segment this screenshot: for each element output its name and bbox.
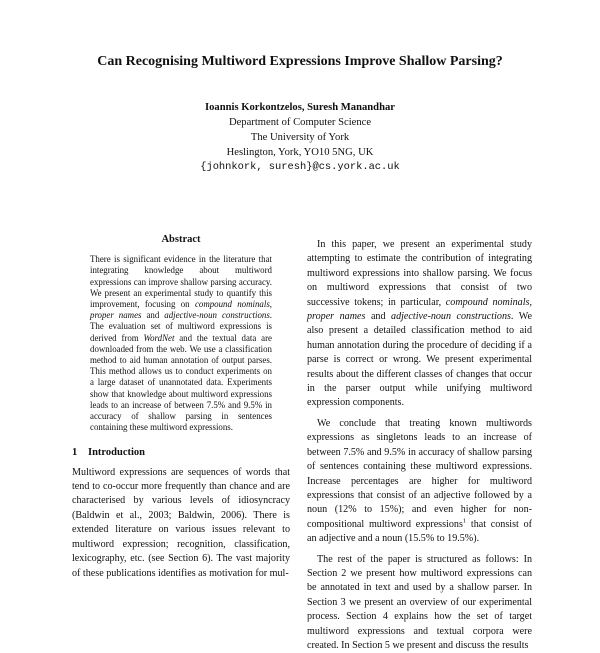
body-paragraph-2: We conclude that treating known multiwords expressions as singletons leads to an increase of between 7.5% and 9.5% in accuracy of shallow parsing of sentences containing these multiword expressions. Increase percentages are higher for multiword expressions that consist of an adjective followed by a noun (12% to 15%); and even higher for non-compositional multiword expressions$^1$ that consist of an adjective and a noun (15.5% to 19.5%).: [307, 417, 532, 545]
authors: Ioannis Korkontzelos, Suresh Manandhar: [205, 102, 395, 113]
affiliation-university: The University of York: [250, 132, 350, 143]
section-title: Introduction: [88, 447, 145, 459]
introduction-paragraph: Multiword expressions are sequences of words that tend to co-occur more frequently than chance and are characterised by various levels of idiosyncracy (Baldwin et al., 2003; Baldwin, 2006). There is extended literature on various issues relevant to multiword expression; recognition, classification, lexicography, etc. (see Section 6). The vast majority of these publications identifies as motivation for mul-: [72, 466, 290, 579]
body-paragraph-1: In this paper, we present an experimental study attempting to estimate the contribution of integrating multiword expressions into shallow parsing. We focus on multiword expressions that consist of two successive tokens; in particular, compound nominals, proper names and adjective-noun constructions. We also present a detailed classification method to aid human annotation during the procedure of deciding if a parse is correct or wrong. We present experimental results about the different classes of changes that occur in the parser output while unifying multiword expression components.: [307, 239, 532, 409]
affiliation-address: Heslington, York, YO10 5NG, UK: [226, 147, 374, 158]
body-paragraph-3: The rest of the paper is structured as follows: In Section 2 we present how multiword expressions can be annotated in text and used by a shallow parser. In Section 3 we present an overview of our experimental process. Section 4 explains how the set of target multiword expressions and textual corpora were created. In Section 5 we present and discuss the results: [307, 553, 532, 651]
section-number: 1: [72, 447, 78, 459]
footnote-marker: 1: [462, 517, 467, 525]
left-column: [72, 234, 290, 581]
author-email: {johnkork, suresh}@cs.york.ac.uk: [200, 161, 400, 173]
affiliation-department: Department of Computer Science: [228, 117, 372, 128]
right-column: [307, 238, 532, 653]
section-heading-introduction: [72, 447, 290, 458]
abstract-heading: Abstract: [161, 234, 201, 245]
author-block: [0, 100, 600, 175]
paper-title: Can Recognising Multiword Expressions Improve Shallow Parsing?: [97, 54, 503, 69]
abstract-text: There is significant evidence in the literature that integrating knowledge about multiword expressions can improve shallow parsing accuracy. We present an experimental study to quantify this improvement, focusing on compound nominals, proper names and adjective-noun constructions. The evaluation set of multiword expressions is derived from WordNet and the textual data are downloaded from the web. We use a classification method to aid human annotation of output parses. This method allows us to conduct experiments on a large dataset of unannotated data. Experiments show that knowledge about multiword expressions leads to an increase of between 7.5% and 9.5% in accuracy of shallow parsing in sentences containing these multiword expressions.: [90, 254, 272, 433]
